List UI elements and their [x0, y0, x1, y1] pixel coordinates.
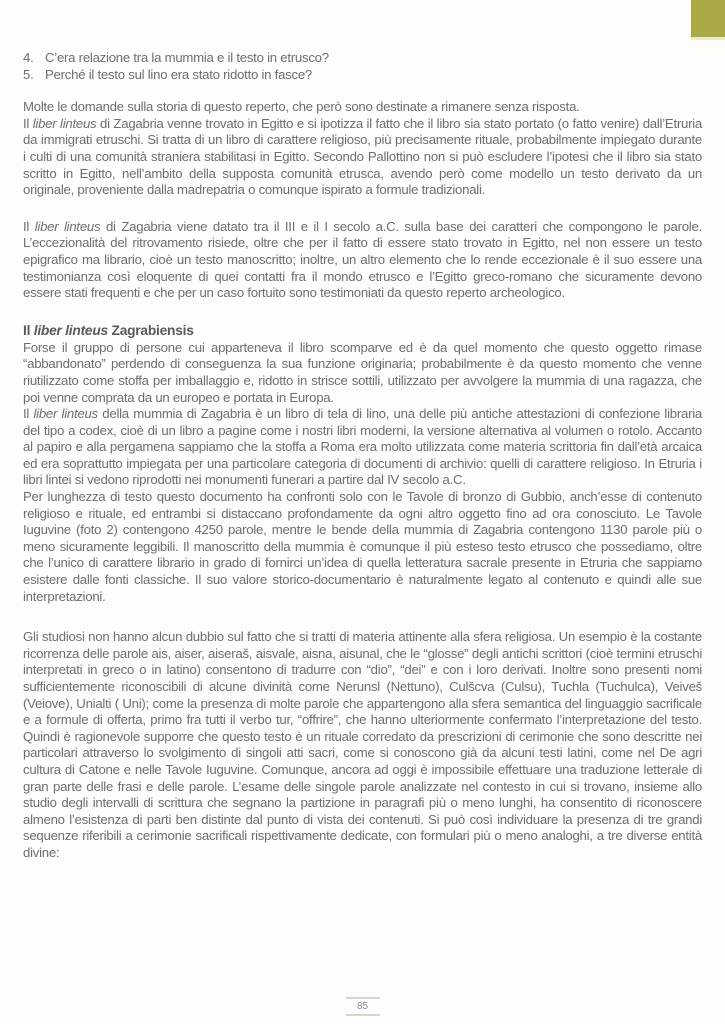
question-list-item — [23, 50, 702, 67]
question-number: 4. — [23, 50, 34, 65]
section-heading — [23, 322, 702, 340]
text-run: Zagrabiensis — [107, 322, 194, 338]
paragraph — [23, 629, 702, 861]
text-run: della mummia di Zagabria è un libro di tela di lino, una delle più antiche attestazioni di confezione libraria del tipo a codex, cioè di un libro a pagine come i nostri libri moderni, la versione alternativa al volumen o rotolo. Accanto al papiro e alla pergamena sappiamo che la stoffa a Roma era molto utilizzata come materia scrittoria fin dall’età arcaica ed era soprattutto impiegata per una particolare categoria di documenti di archivio: quelli di carattere religioso. In Etruria i libri lintei si vedono riprodotti nei monumenti funerari a partire dal IV secolo a.C. — [23, 406, 702, 488]
text-run: Molte le domande sulla storia di questo reperto, che però sono destinate a rimanere senza risposta. — [23, 99, 580, 115]
question-list-item — [23, 67, 702, 84]
question-text: Perché il testo sul lino era stato ridotto in fasce? — [45, 66, 313, 82]
text-run: Forse il gruppo di persone cui apparteneva il libro scomparve ed è da quel momento che questo oggetto rimase “abbandonato” perdendo di conseguenza la sua funzione originaria; probabilmente è da questo momento che venne riutilizzato come stoffa per imballaggio e, ridotto in strisce sottili, utilizzato per avvolgere la mummia di una ragazza, che poi venne comprata da un europeo e portata in Europa. — [23, 339, 702, 405]
italic-text-run: liber linteus — [32, 115, 97, 131]
page-footer — [346, 997, 380, 1016]
text-run: Il — [23, 115, 33, 131]
text-run: Il — [23, 218, 35, 234]
paragraph — [23, 340, 702, 606]
text-run: Il — [23, 322, 34, 338]
italic-text-run: liber linteus — [34, 218, 101, 234]
document-body — [23, 50, 702, 862]
question-number: 5. — [23, 66, 34, 82]
paragraph — [23, 219, 702, 302]
text-run: di Zagabria viene datato tra il III e il I secolo a.C. sulla base dei caratteri che compongono le parole. L’eccezionalità del ritrovamento risiede, oltre che per il fatto di essere stato trovato in Egitto, nel non essere un testo epigrafico ma librario, cioè un testo manoscritto; inoltre, un altro elemento che lo rende eccezionale è il suo essere una testimonianza così eloquente di quei contatti fra il mondo etrusco e l’Egitto greco-romano che sicuramente devono essere stati frequenti e che per un caso fortuito sono testimoniati da questo reperto archeologico. — [23, 218, 702, 301]
text-run: Gli studiosi non hanno alcun dubbio sul fatto che si tratti di materia attinente alla sfera religiosa. Un esempio è la costante ricorrenza delle parole ais, aiser, aiseraš, aisvale, aisna, aisunal, che le “glosse” degli antichi scrittori (cioè termini etruschi interpretati in greco o in latino) consentono di tradurre con “dio”, “dei” e con i loro derivati. Inoltre sono presenti nomi sufficientemente riconoscibili di alcune divinità come Nerunsl (Nettuno), Culšcva (Culsu), Tuchla (Tuchulca), Veiveš (Veiove), Unialti ( Uni); come la presenza di molte parole che appartengono alla sfera semantica del linguaggio sacrificale e a formule di offerta, primo fra tutti il verbo tur, “offrire”, che hanno ulteriormente confermato l’interpretazione del testo. Quindi è ragionevole supporre che questo testo è un rituale corredato da prescrizioni di cerimonie che sono descritte nei particolari attraverso lo svolgimento di singoli atti sacri, come si conoscono già da alcuni testi latini, come nel De agri cultura di Catone e nelle Tavole Iuguvine. Comunque, ancora ad oggi è impossibile effettuare una traduzione letterale di gran parte delle frasi e delle parole. L’esame delle singole parole analizzate nel contesto in cui si trovano, insieme allo studio degli intervalli di scrittura che segnano la partizione in paragrafi più o meno lunghi, ha consentito di riconoscere almeno l’esistenza di parti ben distinte dal punto di vista dei contenuti. Si può così individuare la presenza di tre grandi sequenze riferibili a cerimonie sacrificali rispettivamente dedicate, con formulari più o meno analoghi, a tre diverse entità divine: — [23, 629, 702, 860]
chapter-color-tab — [691, 0, 725, 40]
text-run: Per lunghezza di testo questo documento ha confronti solo con le Tavole di bronzo di Gubbio, anch’esse di contenuto religioso e rituale, ed entrambi si distaccano profondamente da ogni altro oggetto fino ad ora conosciuto. Le Tavole Iuguvine (foto 2) contengono 4250 parole, mentre le bende della mummia di Zagabria contengono 1130 parole più o meno sicuramente leggibili. Il manoscritto della mummia è comunque il più esteso testo etrusco che possediamo, oltre che l’unico di carattere librario in grado di fornirci un’idea di quella letteratura sacrale presente in Etruria che sappiamo esistere dalle fonti classiche. Il suo valore storico-documentario è naturalmente legato al contenuto e quindi alle sue interpretazioni. — [23, 489, 702, 604]
text-run: di Zagabria venne trovato in Egitto e si ipotizza il fatto che il libro sia stato portato (o fatto venire) dall’Etruria da immigrati etruschi. Si tratta di un libro di carattere religioso, più precisamente rituale, probabilmente impiegato durante i culti di una comunità straniera stabilitasi in Egitto. Secondo Pallottino non si può escludere l’ipotesi che il libro sia stato scritto in Egitto, nell’ambito della supposta comunità etrusca, avendo però come modello un testo derivato da un originale, proveniente dalla madrepatria o comunque ispirato a formule tradizionali. — [23, 115, 702, 198]
question-text: C’era relazione tra la mummia e il testo in etrusco? — [45, 50, 329, 65]
italic-text-run: liber linteus — [33, 406, 98, 422]
paragraph — [23, 99, 702, 199]
text-run: Il — [23, 406, 34, 422]
italic-text-run: liber linteus — [33, 322, 108, 338]
question-list — [23, 50, 702, 83]
page-number: 85 — [346, 997, 380, 1016]
